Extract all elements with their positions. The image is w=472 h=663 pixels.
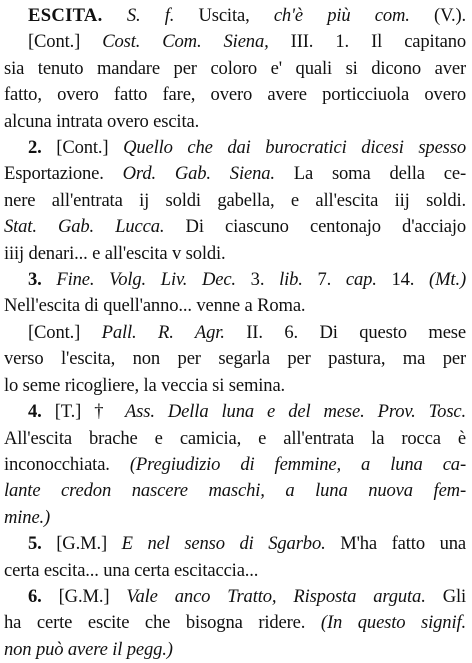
body-text: [T.] † — [54, 401, 125, 423]
entry-definition-source: (V.). — [434, 5, 466, 26]
body-text: [G.M.] — [58, 585, 127, 607]
citation-text: Stat. Gab. Lucca. — [4, 216, 165, 238]
citation-text: Ord. Gab. Siena. — [122, 163, 275, 185]
body-text: 7. — [302, 269, 346, 291]
body-text: M'ha fatto una — [325, 533, 466, 555]
text-line — [4, 320, 466, 346]
body-text: [Cont.] — [28, 321, 102, 343]
citation-text: Quello che dai burocratici dicesi spesso — [123, 137, 466, 159]
text-line — [4, 82, 466, 108]
citation-text: Ass. Della luna e del mese. Prov. Tosc. — [124, 401, 466, 423]
text-line — [4, 267, 466, 293]
citation-text: Cost. Com. Siena, — [102, 31, 269, 53]
text-line — [4, 584, 466, 610]
body-text: iiij denari... e all'escita v soldi. — [4, 242, 226, 264]
text-line — [4, 241, 466, 267]
body-text: II. 6. Di questo mese — [224, 321, 466, 343]
body-text: Esportazione. — [4, 163, 123, 185]
sense-paragraph — [4, 584, 466, 663]
text-line — [4, 373, 466, 399]
citation-text: E nel senso di Sgarbo. — [121, 533, 326, 555]
text-line — [4, 505, 466, 531]
sense-paragraph — [4, 135, 466, 267]
text-line — [4, 531, 466, 557]
text-line — [4, 29, 466, 55]
body-text: alcuna intrata overo escita. — [4, 110, 200, 132]
text-line — [4, 558, 466, 584]
body-text: [G.M.] — [56, 533, 122, 555]
citation-text: non può avere il pegg.) — [4, 638, 173, 660]
text-line — [4, 214, 466, 240]
citation-text: (Mt.) — [429, 269, 466, 291]
body-text: Gli — [425, 585, 466, 607]
citation-text: (Pregiudizio di femmine, a luna ca- — [129, 453, 466, 475]
citation-text: lib. — [279, 269, 303, 291]
text-line — [4, 109, 466, 135]
body-text: sia tenuto mandare per coloro e' quali si dicono aver — [4, 57, 466, 79]
body-text: [Cont.] — [28, 31, 103, 53]
citation-text: Vale anco Tratto, Risposta arguta. — [126, 585, 426, 607]
entry-definition-note: ch'è più com. — [273, 5, 410, 26]
body-text: ha certe escite che bisogna ridere. — [4, 612, 321, 634]
text-line — [4, 452, 466, 478]
body-text: fatto, overo fatto fare, overo avere porticciuola overo — [4, 84, 466, 106]
body-text: inconocchiata. — [4, 453, 130, 475]
text-line — [4, 161, 466, 187]
entry-part-of-speech: S. f. — [126, 5, 175, 26]
sense-paragraph — [4, 29, 466, 135]
text-line — [4, 399, 466, 425]
citation-text: Pall. R. Agr. — [101, 321, 225, 343]
body-text: verso l'escita, non per segarla per pastura, ma per — [4, 348, 466, 370]
citation-text: Fine. Volg. Liv. Dec. — [56, 269, 236, 291]
body-text: 3. — [235, 269, 280, 291]
sense-paragraph — [4, 399, 466, 531]
text-line — [4, 135, 466, 161]
body-text: La soma della ce- — [274, 163, 466, 185]
body-text: Nell'escita di quell'anno... venne a Roma. — [4, 295, 306, 317]
text-line — [4, 188, 466, 214]
citation-text: mine.) — [4, 506, 51, 528]
entry-headline — [4, 3, 466, 29]
citation-text: cap. — [345, 269, 377, 291]
entry-definition: Uscita, — [198, 5, 250, 26]
body-text: 14. — [376, 269, 430, 291]
body-text: All'escita brache e camicia, e all'entrata la rocca è — [4, 427, 466, 449]
sense-paragraph — [4, 320, 466, 399]
entry-senses — [4, 29, 466, 663]
body-text: III. 1. Il capitano — [268, 31, 466, 53]
body-text: [Cont.] — [56, 137, 124, 159]
body-text: nere all'entrata ij soldi gabella, e all'escita iij soldi. — [4, 189, 466, 211]
sense-paragraph — [4, 531, 466, 584]
sense-paragraph — [4, 267, 466, 320]
citation-text: (In questo signif. — [320, 612, 466, 634]
text-line — [4, 610, 466, 636]
body-text: Di ciascuno centonajo d'acciajo — [164, 216, 466, 238]
text-line — [4, 637, 466, 663]
body-text: lo seme ricogliere, la veccia si semina. — [4, 374, 286, 396]
citation-text: lante credon nascere maschi, a luna nuova fem- — [4, 480, 466, 502]
sense-number: 4. — [28, 401, 55, 423]
sense-number: 3. — [28, 269, 57, 291]
entry-headword: ESCITA. — [28, 5, 103, 26]
sense-number: 5. — [28, 533, 57, 555]
text-line — [4, 56, 466, 82]
text-line — [4, 346, 466, 372]
text-line — [4, 478, 466, 504]
body-text: certa escita... una certa escitaccia... — [4, 559, 259, 581]
sense-number: 6. — [28, 585, 59, 607]
text-line — [4, 426, 466, 452]
sense-number: 2. — [28, 137, 57, 159]
text-line — [4, 293, 466, 319]
